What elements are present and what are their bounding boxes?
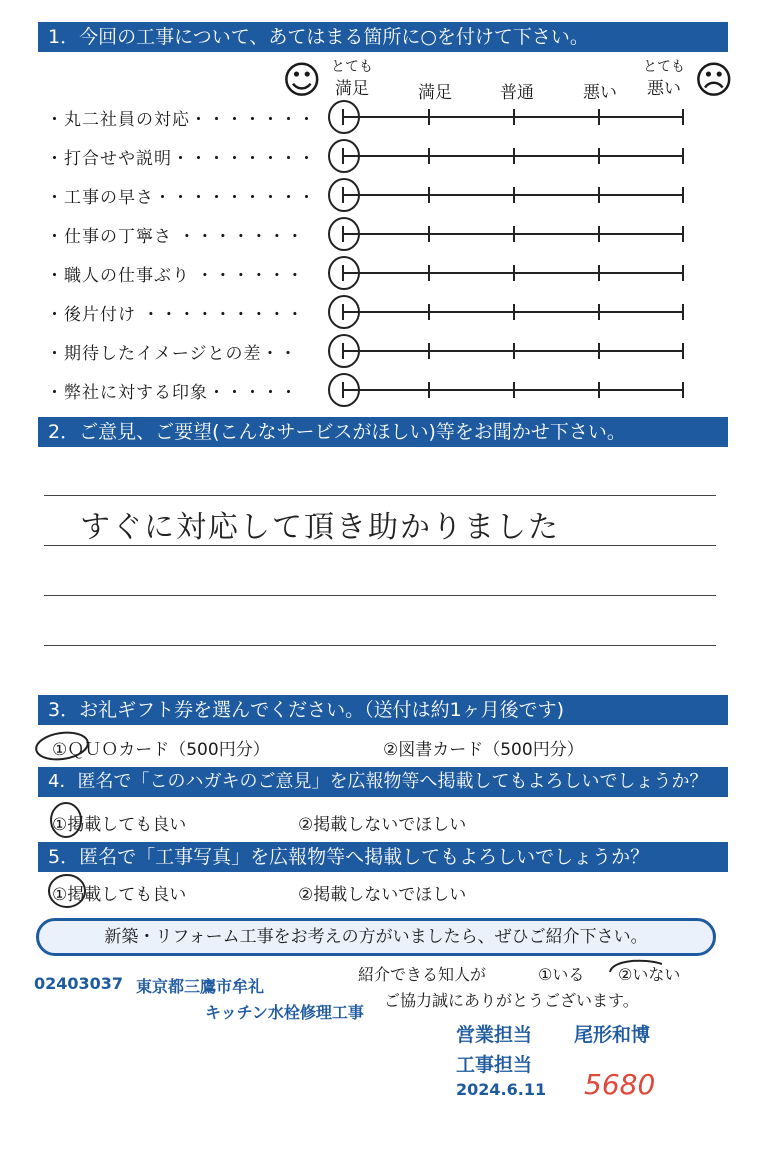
rating-scale[interactable] (342, 194, 684, 196)
sales-label: 営業担当 (456, 1024, 533, 1046)
selection-circle (324, 254, 364, 292)
scale-tick[interactable] (428, 382, 430, 398)
date: 2024.6.11 (456, 1080, 547, 1099)
section3-title: 3．お礼ギフト券を選んでください。（送付は約1ヶ月後です) (38, 695, 728, 725)
scale-header-satisfied: 満足 (418, 83, 452, 103)
selection-circle (48, 800, 84, 840)
scale-tick[interactable] (598, 265, 600, 281)
rating-item-label: ・職人の仕事ぶり ・・・・・・ (46, 266, 305, 286)
scale-tick[interactable] (682, 265, 684, 281)
scale-tick[interactable] (598, 382, 600, 398)
rating-scale[interactable] (342, 272, 684, 274)
selection-circle (324, 137, 364, 175)
scale-tick[interactable] (598, 226, 600, 242)
scale-tick[interactable] (682, 343, 684, 359)
record-number: 5680 (584, 1068, 656, 1101)
rating-scale[interactable] (342, 116, 684, 118)
rating-item-label: ・期待したイメージとの差・・ (46, 344, 298, 364)
scale-tick[interactable] (513, 382, 515, 398)
scale-header-bottom: 悪い (647, 79, 681, 99)
rating-scale[interactable] (342, 233, 684, 235)
scale-tick[interactable] (428, 226, 430, 242)
scale-tick[interactable] (513, 109, 515, 125)
scale-header-bottom: 満足 (335, 79, 369, 99)
section5-option-1[interactable]: ①掲載しても良い (52, 885, 187, 905)
scale-tick[interactable] (513, 343, 515, 359)
scale-header-bad: 悪い (583, 83, 617, 103)
section3-option-1[interactable]: ①ＱＵＯカード（500円分） (52, 740, 270, 760)
selection-circle (324, 293, 364, 331)
referral-prompt: 紹介できる知人が (358, 965, 487, 984)
rating-item-label: ・工事の早さ・・・・・・・・・ (46, 188, 316, 208)
selection-circle (46, 872, 88, 910)
scale-header-top: とても (643, 59, 685, 75)
thanks-text: ご協力誠にありがとうございます。 (384, 991, 639, 1010)
rating-item-label: ・打合せや説明・・・・・・・・ (46, 149, 316, 169)
scale-tick[interactable] (598, 109, 600, 125)
scale-header-top: とても (331, 59, 373, 75)
sad-face-icon: ☹ (694, 58, 734, 102)
scale-tick[interactable] (513, 304, 515, 320)
scale-tick[interactable] (598, 304, 600, 320)
scale-tick[interactable] (428, 343, 430, 359)
scale-tick[interactable] (682, 304, 684, 320)
scale-tick[interactable] (682, 148, 684, 164)
customer-address: 東京都三鷹市牟礼 (136, 977, 265, 996)
rating-scale[interactable] (342, 311, 684, 313)
rating-item-label: ・丸二社員の対応・・・・・・・ (46, 110, 316, 130)
scale-header-very-bad (634, 60, 694, 99)
scale-tick[interactable] (513, 187, 515, 203)
section2-title: 2．ご意見、ご要望(こんなサービスがほしい)等をお聞かせ下さい。 (38, 417, 728, 447)
rating-item-label: ・弊社に対する印象・・・・・ (46, 383, 298, 403)
selection-circle (324, 332, 364, 370)
scale-tick[interactable] (428, 304, 430, 320)
happy-face-icon: ☺ (282, 58, 322, 102)
section4-title: 4．匿名で「このハガキのご意見」を広報物等へ掲載してもよろしいでしょうか？ (38, 767, 728, 797)
comment-text: すぐに対応して頂き助かりました (80, 510, 560, 545)
comment-line (44, 595, 716, 596)
scale-tick[interactable] (682, 382, 684, 398)
scale-tick[interactable] (598, 343, 600, 359)
section5-option-2[interactable]: ②掲載しないでほしい (298, 885, 467, 905)
scale-tick[interactable] (682, 109, 684, 125)
sales-name: 尾形和博 (574, 1024, 651, 1046)
selection-circle (324, 98, 364, 136)
rating-item-label: ・後片付け ・・・・・・・・・ (46, 305, 305, 325)
referral-banner: 新築・リフォーム工事をお考えの方がいましたら、ぜひご紹介下さい。 (36, 918, 716, 956)
scale-header-very-satisfied (322, 60, 382, 99)
scale-header-normal: 普通 (500, 83, 534, 103)
comment-line (44, 645, 716, 646)
selection-circle (32, 729, 92, 763)
referral-option-1[interactable]: ①いる (538, 965, 585, 984)
construction-label: 工事担当 (456, 1054, 533, 1076)
scale-tick[interactable] (598, 148, 600, 164)
scale-tick[interactable] (513, 226, 515, 242)
referral-option-2[interactable]: ②いない (618, 965, 681, 984)
section1-title: 1．今回の工事について、あてはまる箇所に○を付けて下さい。 (38, 22, 728, 52)
selection-circle (604, 956, 668, 984)
rating-scale[interactable] (342, 389, 684, 391)
comment-line (44, 495, 716, 496)
scale-tick[interactable] (428, 148, 430, 164)
scale-tick[interactable] (428, 109, 430, 125)
section4-option-1[interactable]: ①掲載しても良い (52, 815, 187, 835)
section4-option-2[interactable]: ②掲載しないでほしい (298, 815, 467, 835)
selection-circle (324, 371, 364, 409)
scale-tick[interactable] (682, 226, 684, 242)
work-description: キッチン水栓修理工事 (205, 1003, 364, 1022)
rating-item-label: ・仕事の丁寧さ ・・・・・・・ (46, 227, 305, 247)
scale-tick[interactable] (682, 187, 684, 203)
scale-tick[interactable] (513, 148, 515, 164)
section3-option-2[interactable]: ②図書カード（500円分） (383, 740, 584, 760)
scale-tick[interactable] (428, 187, 430, 203)
rating-scale[interactable] (342, 155, 684, 157)
customer-code: 02403037 (34, 974, 124, 993)
scale-tick[interactable] (428, 265, 430, 281)
selection-circle (324, 215, 364, 253)
selection-circle (324, 176, 364, 214)
scale-tick[interactable] (513, 265, 515, 281)
section5-title: 5．匿名で「工事写真」を広報物等へ掲載してもよろしいでしょうか？ (38, 842, 728, 872)
scale-tick[interactable] (598, 187, 600, 203)
rating-scale[interactable] (342, 350, 684, 352)
